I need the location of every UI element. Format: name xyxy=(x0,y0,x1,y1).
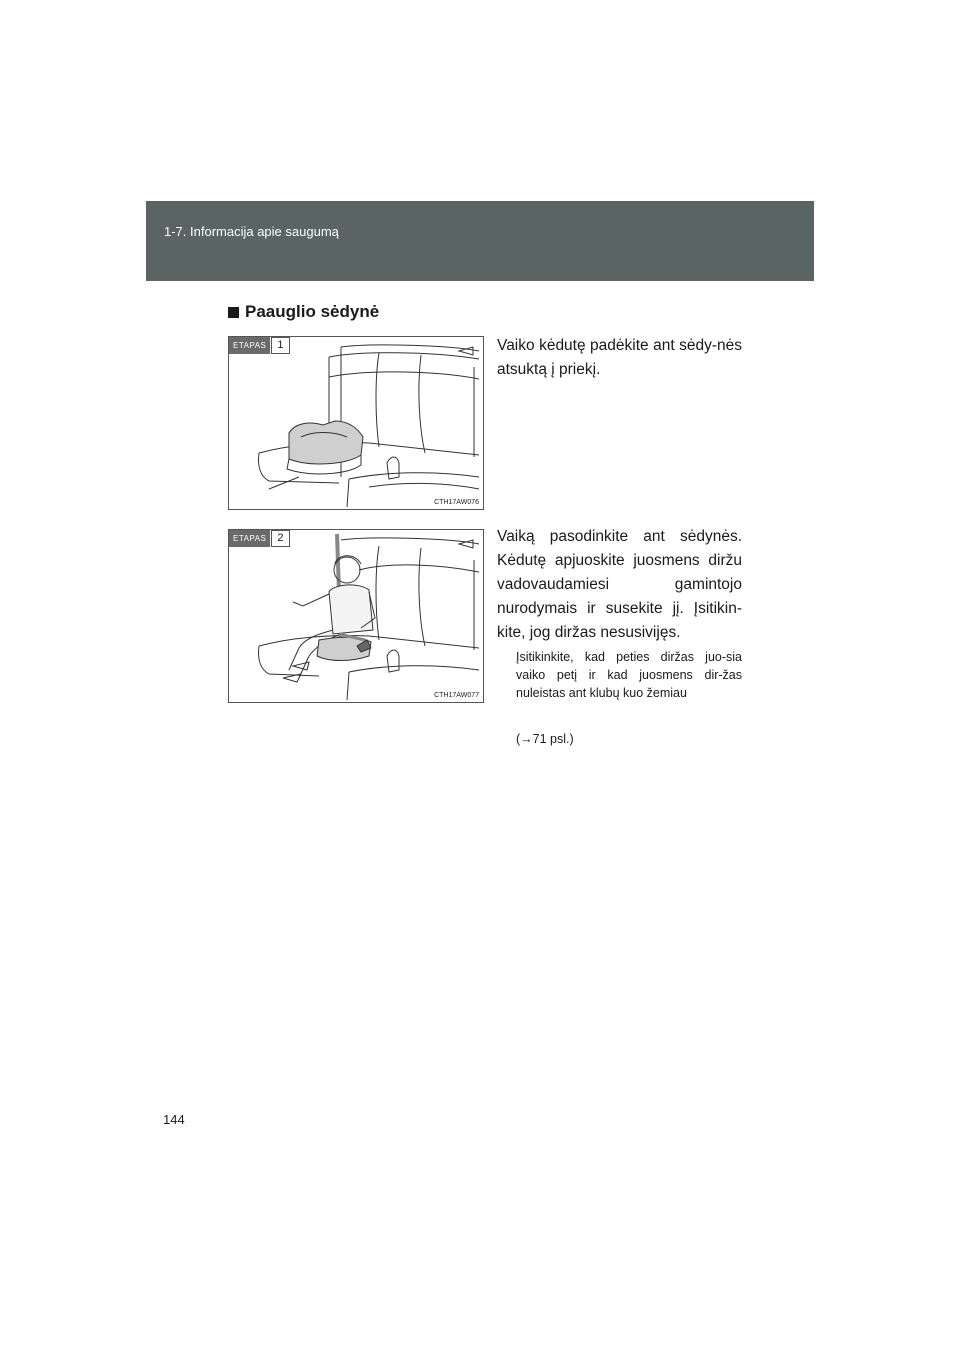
booster-seat-drawing xyxy=(229,337,484,510)
section-header-text: 1-7. Informacija apie saugumą xyxy=(164,224,339,239)
step-2-instruction: Vaiką pasodinkite ant sėdynės. Kėdutę apjuoskite juosmens diržu vadovaudamiesi gamintojo nurodymais ir susekite jį. Įsitikin-kite, jog diržas nesusivijęs. xyxy=(497,528,742,641)
section-title xyxy=(228,302,379,322)
step-1-tag xyxy=(229,337,290,354)
step-2-tag-number: 2 xyxy=(271,530,289,547)
step-2-illustration xyxy=(228,529,484,703)
step-1-illustration xyxy=(228,336,484,510)
step-1-instruction: Vaiko kėdutę padėkite ant sėdy-nės atsuktą į priekį. xyxy=(497,337,742,378)
step-2-tag-label: ETAPAS xyxy=(229,530,270,547)
page-reference: (→71 psl.) xyxy=(516,732,574,746)
section-title-text: Paauglio sėdynė xyxy=(245,302,380,321)
section-header-bar xyxy=(146,201,814,281)
child-on-booster-drawing xyxy=(229,530,484,703)
step-2-tag xyxy=(229,530,290,547)
step-2-figure-code: CTH17AW077 xyxy=(434,692,479,699)
seatbelt-note: Įsitikinkite, kad peties diržas juo-sia vaiko petį ir kad juosmens dir-žas nuleistas ant klubų kuo žemiau xyxy=(516,650,742,700)
step-1-tag-number: 1 xyxy=(271,337,289,354)
step-1-figure-code: CTH17AW076 xyxy=(434,499,479,506)
square-bullet-icon xyxy=(228,307,239,318)
step-1-tag-label: ETAPAS xyxy=(229,337,270,354)
page-number: 144 xyxy=(163,1112,185,1127)
